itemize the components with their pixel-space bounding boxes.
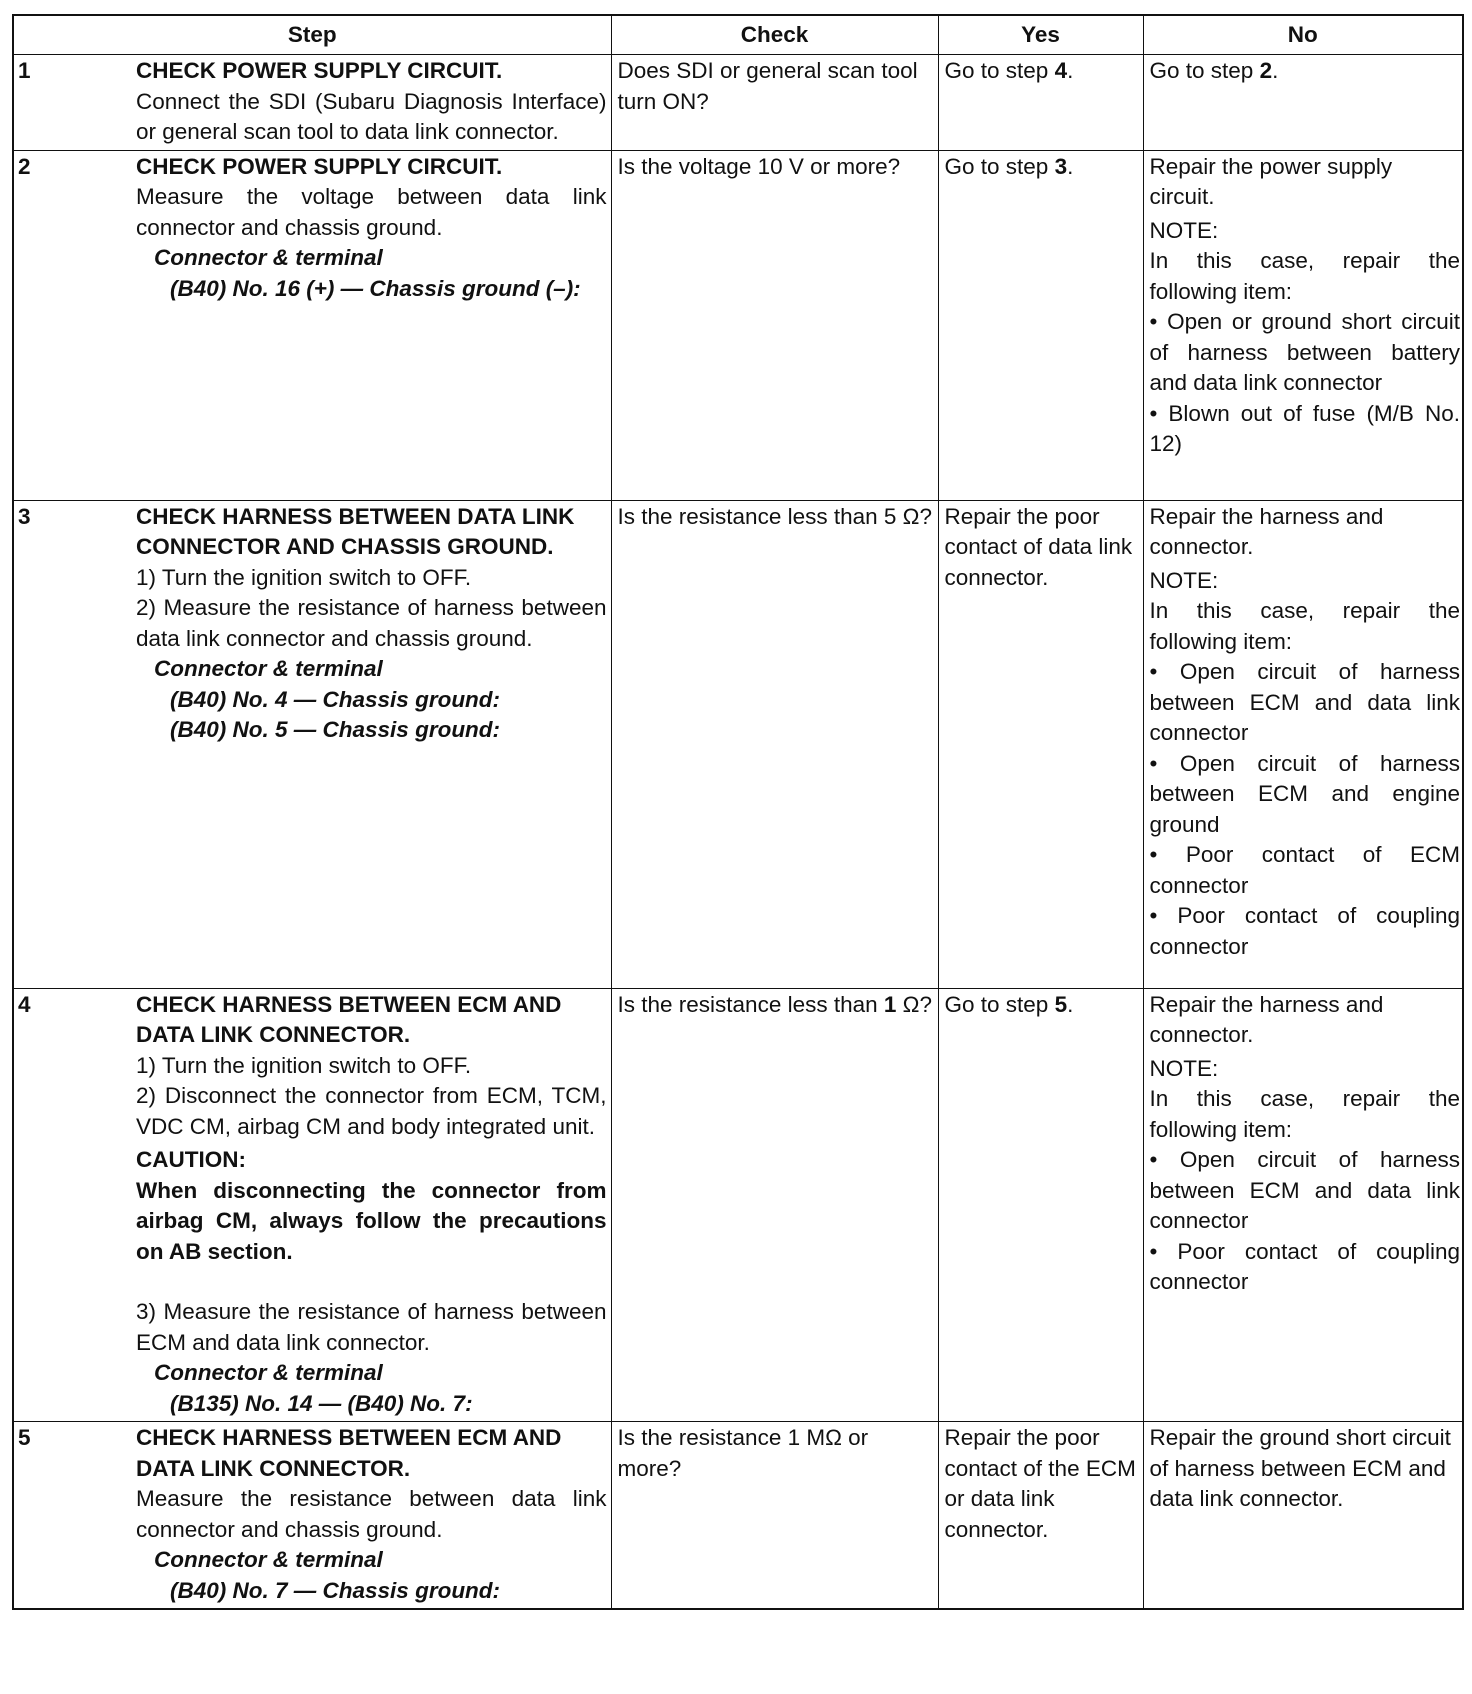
no-cell: [1143, 1422, 1463, 1610]
check-question: Is the resistance less than: [617, 991, 884, 1017]
step-instruction: Measure the voltage between data link connector and chassis ground.: [136, 184, 607, 240]
note-text: In this case, repair the following item:: [1149, 248, 1460, 304]
column-header-no: No: [1143, 15, 1463, 55]
table-row: [13, 55, 1463, 151]
no-text: Repair the harness and connector.: [1149, 991, 1384, 1047]
yes-text: Repair the poor contact of data link connector.: [944, 503, 1133, 590]
check-unit: Ω?: [896, 991, 932, 1017]
diagnostic-table: [12, 14, 1464, 1610]
step-cell: [13, 1422, 611, 1610]
table-header-row: [13, 15, 1463, 55]
check-question: Does SDI or general scan tool turn ON?: [617, 58, 918, 114]
step-title: CHECK HARNESS BETWEEN ECM AND DATA LINK CONNECTOR.: [136, 991, 562, 1047]
step-instruction: 2) Disconnect the connector from ECM, TCM, VDC CM, airbag CM and body integrated unit.: [136, 1083, 607, 1139]
connector-terminal-label: Connector & terminal: [154, 656, 383, 681]
step-instruction: 1) Turn the ignition switch to OFF.: [136, 1052, 472, 1078]
connector-terminal-spec: (B40) No. 7 — Chassis ground:: [170, 1577, 501, 1603]
step-instruction: Connect the SDI (Subaru Diagnosis Interface) or general scan tool to data link connector.: [136, 88, 607, 144]
note-label: NOTE:: [1149, 217, 1219, 243]
note-text: In this case, repair the following item:: [1149, 1086, 1460, 1142]
check-question: Is the voltage 10 V or more?: [617, 153, 901, 179]
connector-terminal-spec: (B135) No. 14 — (B40) No. 7:: [170, 1390, 473, 1416]
spacer: [136, 1267, 607, 1297]
note-bullet: • Open circuit of harness between ECM and data link connector: [1149, 1147, 1460, 1233]
no-cell: [1143, 500, 1463, 988]
step-title: CHECK HARNESS BETWEEN ECM AND DATA LINK CONNECTOR.: [136, 1425, 562, 1481]
step-instruction: Measure the resistance between data link connector and chassis ground.: [136, 1486, 607, 1542]
yes-cell: [938, 150, 1143, 500]
note-bullet: • Open circuit of harness between ECM and engine ground: [1149, 750, 1460, 837]
check-question: Is the resistance 1 MΩ or more?: [617, 1425, 869, 1481]
yes-text: Repair the poor contact of the ECM or data link connector.: [944, 1425, 1136, 1542]
yes-cell: [938, 1422, 1143, 1610]
yes-text: Go to step: [944, 991, 1055, 1017]
step-instruction: 1) Turn the ignition switch to OFF.: [136, 564, 472, 590]
note-bullet: • Poor contact of ECM connector: [1149, 842, 1460, 898]
yes-cell: [938, 988, 1143, 1422]
step-number: 2: [18, 153, 31, 179]
step-number: 3: [18, 503, 31, 529]
column-header-step: Step: [13, 15, 611, 55]
note-text: In this case, repair the following item:: [1149, 598, 1460, 654]
step-title: CHECK HARNESS BETWEEN DATA LINK CONNECTOR AND CHASSIS GROUND.: [136, 503, 575, 559]
step-cell: [13, 988, 611, 1422]
yes-cell: [938, 55, 1143, 151]
no-suffix: .: [1272, 58, 1279, 83]
yes-suffix: .: [1067, 153, 1074, 179]
step-cell: [13, 500, 611, 988]
connector-terminal-spec: (B40) No. 16 (+) — Chassis ground (–):: [170, 275, 581, 301]
check-cell: [611, 150, 938, 500]
note-bullet: • Poor contact of coupling connector: [1149, 1238, 1460, 1294]
connector-terminal-label: Connector & terminal: [154, 245, 383, 270]
check-value: 1: [883, 991, 897, 1017]
yes-text: Go to step: [944, 58, 1055, 83]
check-cell: [611, 988, 938, 1422]
yes-suffix: .: [1067, 58, 1074, 83]
step-cell: [13, 55, 611, 151]
note-label: NOTE:: [1149, 567, 1219, 593]
table-row: [13, 988, 1463, 1422]
column-header-yes: Yes: [938, 15, 1143, 55]
check-cell: [611, 55, 938, 151]
no-text: Go to step: [1149, 58, 1260, 83]
yes-suffix: .: [1067, 991, 1074, 1017]
no-text: Repair the harness and connector.: [1149, 503, 1384, 559]
note-bullet: • Poor contact of coupling connector: [1149, 903, 1460, 959]
note-label: NOTE:: [1149, 1055, 1219, 1081]
connector-terminal-spec: (B40) No. 5 — Chassis ground:: [170, 717, 501, 742]
step-title: CHECK POWER SUPPLY CIRCUIT.: [136, 153, 503, 179]
no-cell: [1143, 988, 1463, 1422]
yes-cell: [938, 500, 1143, 988]
yes-text: Go to step: [944, 153, 1055, 179]
table-row: [13, 150, 1463, 500]
no-text: Repair the power supply circuit.: [1149, 153, 1393, 209]
caution-text: When disconnecting the connector from airbag CM, always follow the precautions on AB section.: [136, 1177, 607, 1264]
yes-step-number: 4: [1054, 58, 1068, 83]
step-title: CHECK POWER SUPPLY CIRCUIT.: [136, 58, 503, 83]
no-cell: [1143, 150, 1463, 500]
step-cell: [13, 150, 611, 500]
note-bullet: • Open circuit of harness between ECM and data link connector: [1149, 659, 1460, 745]
connector-terminal-spec: (B40) No. 4 — Chassis ground:: [170, 686, 501, 712]
no-text: Repair the ground short circuit of harness between ECM and data link connector.: [1149, 1425, 1451, 1511]
step-number: 1: [18, 58, 31, 83]
no-cell: [1143, 55, 1463, 151]
note-bullet: • Open or ground short circuit of harness between battery and data link connector: [1149, 309, 1460, 395]
step-number: 5: [18, 1425, 31, 1450]
step-instruction: 2) Measure the resistance of harness between data link connector and chassis ground.: [136, 595, 607, 651]
check-cell: [611, 500, 938, 988]
step-number: 4: [18, 991, 31, 1017]
caution-label: CAUTION:: [136, 1147, 246, 1172]
table-row: [13, 500, 1463, 988]
check-question: Is the resistance less than 5 Ω?: [617, 503, 932, 529]
column-header-check: Check: [611, 15, 938, 55]
diagnostic-procedure-sheet: [12, 14, 1464, 1610]
yes-step-number: 3: [1054, 153, 1068, 179]
check-cell: [611, 1422, 938, 1610]
yes-step-number: 5: [1054, 991, 1068, 1017]
table-row: [13, 1422, 1463, 1610]
no-step-number: 2: [1259, 58, 1273, 83]
connector-terminal-label: Connector & terminal: [154, 1360, 383, 1385]
step-instruction: 3) Measure the resistance of harness between ECM and data link connector.: [136, 1299, 607, 1355]
note-bullet: • Blown out of fuse (M/B No. 12): [1149, 400, 1460, 456]
connector-terminal-label: Connector & terminal: [154, 1547, 383, 1572]
